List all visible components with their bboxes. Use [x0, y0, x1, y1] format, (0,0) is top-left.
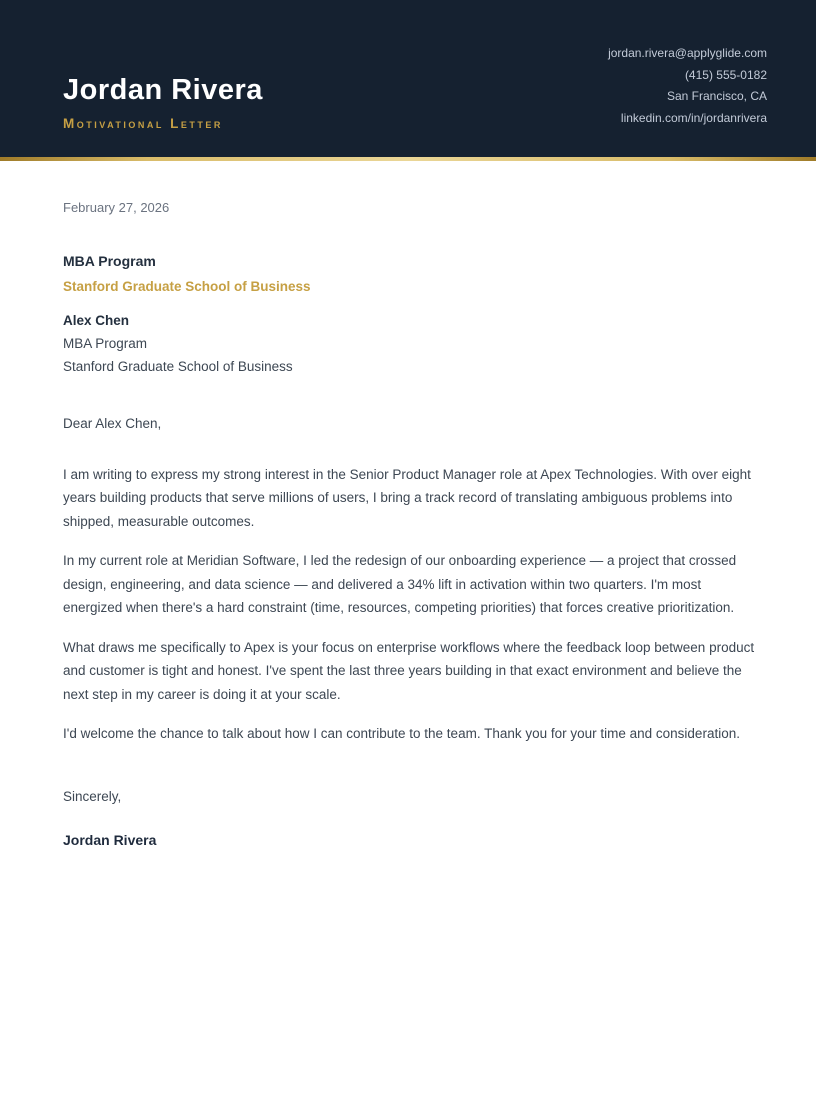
- recipient-contact-role: MBA Program: [63, 336, 148, 351]
- recipient-program-title: MBA Program: [63, 253, 156, 269]
- contact-phone: (415) 555-0182: [684, 67, 767, 82]
- contact-linkedin: linkedin.com/in/jordanrivera: [620, 110, 767, 125]
- header-identity: [63, 75, 263, 131]
- recipient-contact-org: Stanford Graduate School of Business: [63, 359, 293, 374]
- recipient-block: [63, 253, 762, 378]
- paragraph-3: What draws me specifically to Apex is your focus on enterprise workflows where the feedback loop between product and customer is tight and honest. I've spent the last three years building in that exact environment and believe the next step in my career is doing it at your scale.: [63, 639, 755, 702]
- contact-location: San Francisco, CA: [666, 89, 767, 103]
- document-subtitle: Motivational Letter: [63, 116, 223, 131]
- contact-email: jordan.rivera@applyglide.com: [608, 46, 767, 60]
- signature-name: Jordan Rivera: [63, 832, 157, 848]
- recipient-contact-name: Alex Chen: [63, 313, 130, 328]
- letter-date: February 27, 2026: [63, 200, 170, 215]
- paragraph-2: In my current role at Meridian Software, I led the redesign of our onboarding experience — a project that crossed design, engineering, and data science — and delivered a 34% lift in activation within two quarters. I'm most energized when there's a hard constraint (time, resources, competing priorities) that forces creative prioritization.: [63, 553, 737, 615]
- paragraph-1: I am writing to express my strong interest in the Senior Product Manager role at Apex Technologies. With over eight years building products that serve millions of users, I bring a track record of translating ambiguous problems into shipped, measurable outcomes.: [63, 466, 751, 529]
- recipient-school-title: Stanford Graduate School of Business: [63, 279, 311, 294]
- letter-header: [0, 0, 816, 157]
- sender-name: Jordan Rivera: [63, 74, 263, 107]
- closing: Sincerely,: [63, 788, 122, 804]
- letter-body: [0, 161, 816, 853]
- salutation: Dear Alex Chen,: [63, 416, 162, 431]
- paragraph-4: I'd welcome the chance to talk about how I can contribute to the team. Thank you for your time and consideration.: [63, 726, 740, 741]
- contact-block: [608, 43, 767, 131]
